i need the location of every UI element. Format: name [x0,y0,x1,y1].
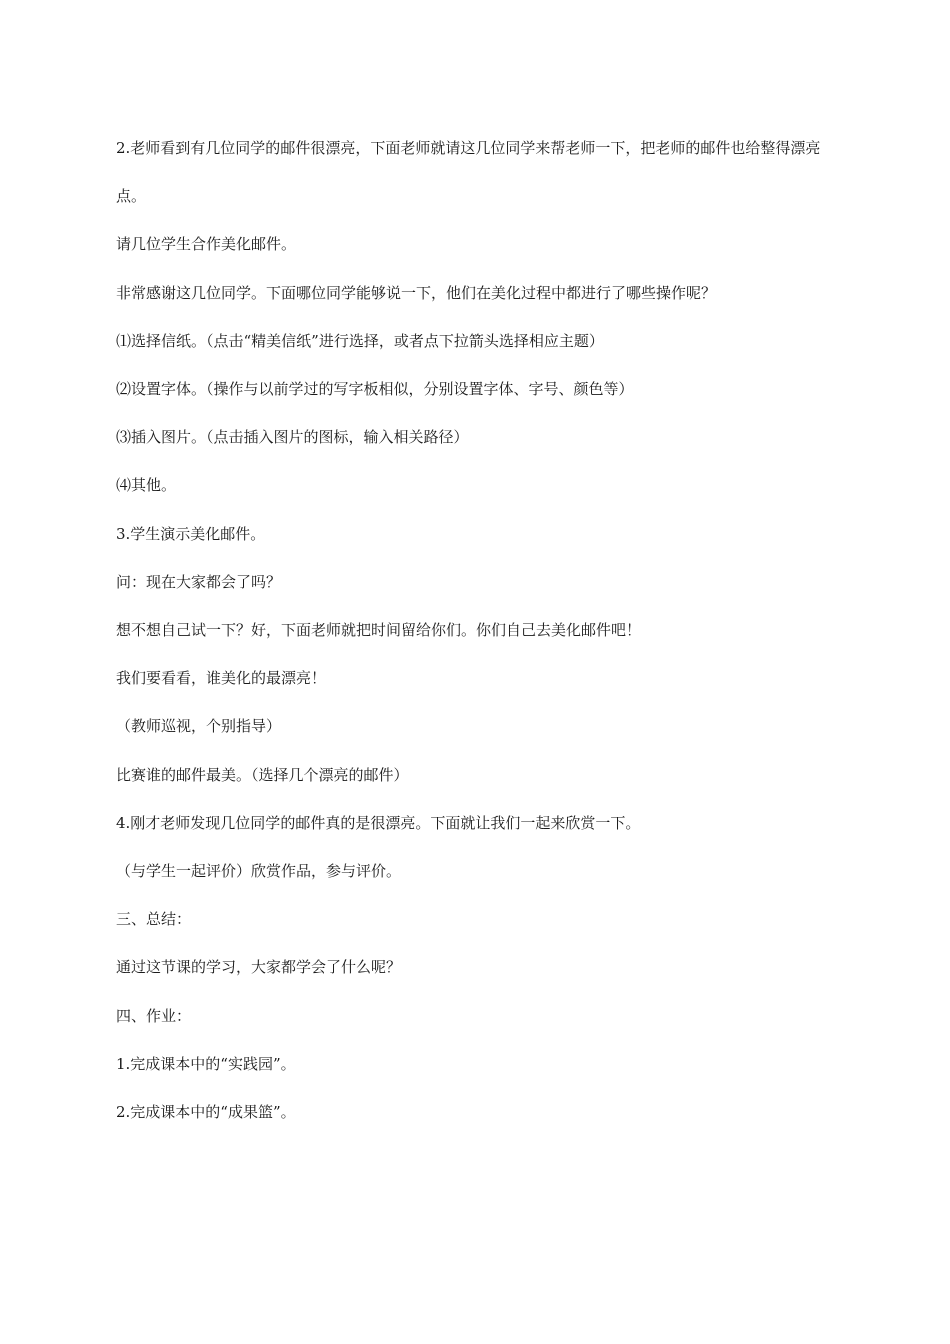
paragraph-group-beautify: 请几位学生合作美化邮件。 [116,235,297,254]
document-body [116,124,846,1136]
paragraph-step3-demo: 3.学生演示美化邮件。 [116,524,266,543]
paragraph-step2-intro: 2.老师看到有几位同学的邮件很漂亮，下面老师就请这几位同学来帮老师一下，把老师的邮件也给整得漂亮点。 [116,139,821,206]
paragraph-contest: 比赛谁的邮件最美。（选择几个漂亮的邮件） [116,765,409,784]
paragraph-step4-appreciate: 4.刚才老师发现几位同学的邮件真的是很漂亮。下面就让我们一起来欣赏一下。 [116,813,641,832]
heading-summary: 三、总结： [116,910,192,929]
paragraph-summary-question: 通过这节课的学习，大家都学会了什么呢？ [116,958,402,977]
paragraph-teacher-patrol: （教师巡视，个别指导） [116,717,282,736]
paragraph-op-stationery: ⑴选择信纸。（点击“精美信纸”进行选择，或者点下拉箭头选择相应主题） [116,331,604,350]
paragraph-homework-1: 1.完成课本中的“实践园”。 [116,1054,296,1073]
paragraph-evaluate: （与学生一起评价）欣赏作品，参与评价。 [116,862,402,881]
paragraph-question: 问：现在大家都会了吗？ [116,572,282,591]
paragraph-homework-2: 2.完成课本中的“成果篮”。 [116,1103,296,1122]
heading-homework: 四、作业： [116,1006,192,1025]
paragraph-op-image: ⑶插入图片。（点击插入图片的图标，输入相关路径） [116,428,469,447]
paragraph-thanks-question: 非常感谢这几位同学。下面哪位同学能够说一下，他们在美化过程中都进行了哪些操作呢？ [116,283,717,302]
paragraph-try-yourself: 想不想自己试一下？好，下面老师就把时间留给你们。你们自己去美化邮件吧！ [116,621,642,640]
paragraph-op-other: ⑷其他。 [116,476,177,495]
paragraph-see-who: 我们要看看，谁美化的最漂亮！ [116,669,327,688]
paragraph-op-font: ⑵设置字体。（操作与以前学过的写字板相似，分别设置字体、字号、颜色等） [116,380,634,399]
